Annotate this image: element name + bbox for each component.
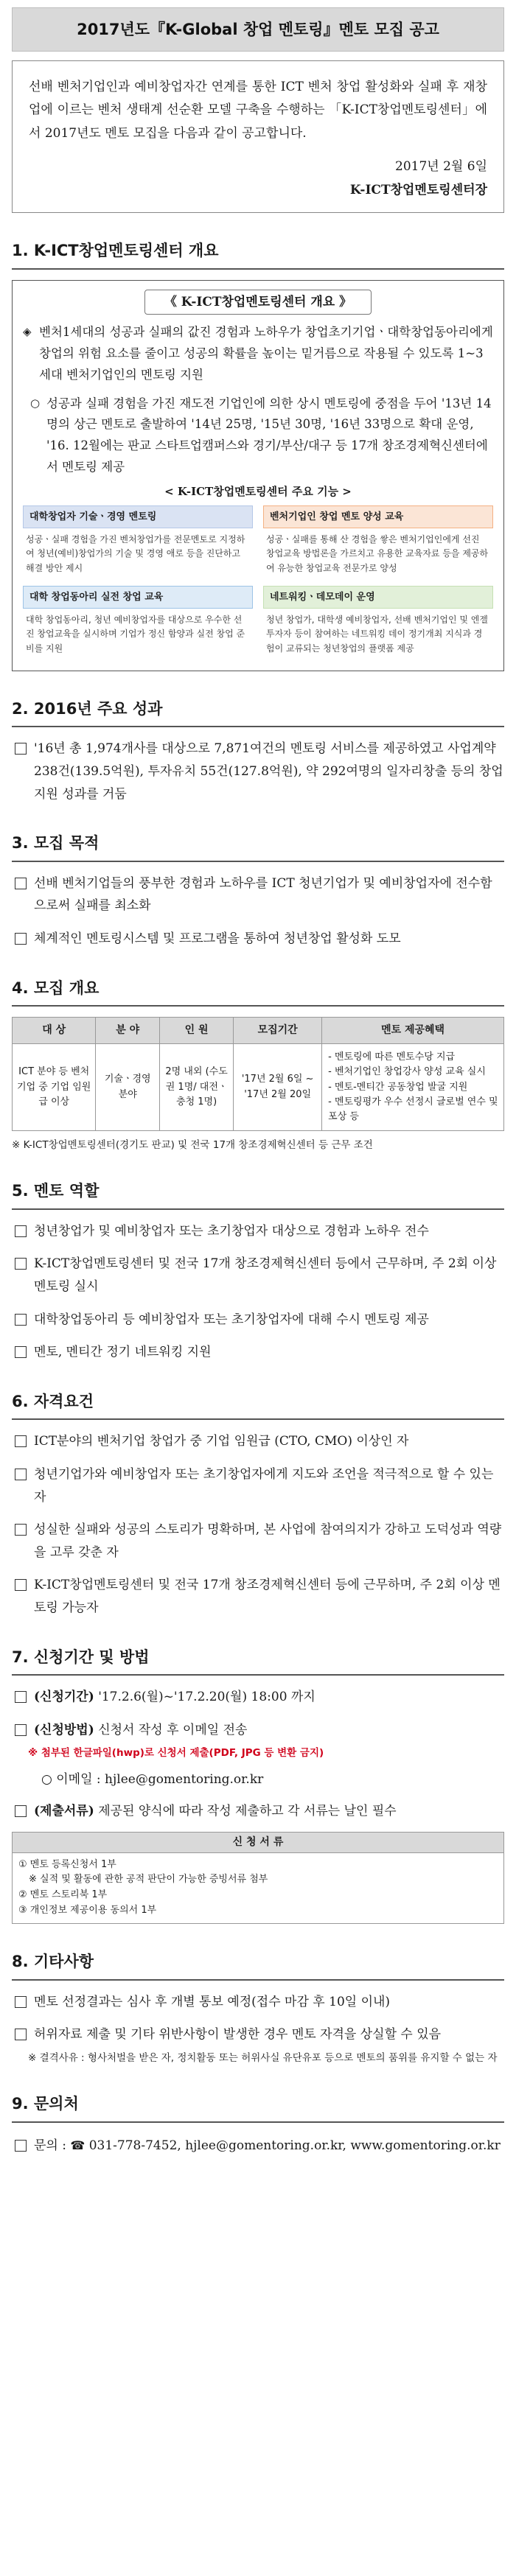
section-9-body <box>12 2135 504 2157</box>
cell-target: ICT 분야 등 벤처기업 중 기업 임원급 이상 <box>13 1044 96 1131</box>
section-heading-7: 7. 신청기간 및 방법 <box>12 1645 504 1676</box>
section-heading-5: 5. 멘토 역할 <box>12 1178 504 1210</box>
checkbox-bullet-icon <box>15 1225 27 1237</box>
overview-title: 《 K-ICT창업멘토링센터 개요 》 <box>144 290 372 315</box>
column-header: 멘토 제공혜택 <box>322 1018 504 1044</box>
cell-field: 기술ㆍ경영 분야 <box>96 1044 160 1131</box>
checkbox-bullet-icon <box>15 1996 27 2008</box>
table-note: ※ K-ICT창업멘토링센터(경기도 판교) 및 전국 17개 창조경제혁신센터 등 근무 조건 <box>12 1138 373 1151</box>
list-item: ICT분야의 벤처기업 창업가 중 기업 임원급 (CTO, CMO) 이상인 자 <box>12 1430 504 1453</box>
announcement-date: 2017년 2월 6일 <box>395 159 487 175</box>
roles-title: < K-ICT창업멘토링센터 주요 기능 > <box>164 485 352 498</box>
docs-item: ※ 실적 및 활동에 관한 공적 판단이 가능한 증빙서류 첨부 <box>29 1874 268 1886</box>
benefit-item: - 멘토-멘티간 공동창업 발굴 지원 <box>328 1081 468 1093</box>
table-row <box>13 1044 504 1131</box>
checkbox-bullet-icon <box>15 1805 27 1817</box>
docs-item: ③ 개인정보 제공이용 동의서 1부 <box>18 1905 157 1917</box>
method-text: 신청서 작성 후 이메일 전송 <box>98 1722 248 1737</box>
checkbox-bullet-icon <box>15 1724 27 1736</box>
checkbox-bullet-icon <box>15 2029 27 2040</box>
list-item: 체계적인 멘토링시스템 및 프로그램을 통하여 청년창업 활성화 도모 <box>12 928 504 951</box>
checkbox-bullet-icon <box>15 878 27 889</box>
role-heading: 대학 창업동아리 실전 창업 교육 <box>23 586 253 609</box>
method-warning: ※ 첨부된 한글파일(hwp)로 신청서 제출(PDF, JPG 등 변환 금지) <box>28 1747 324 1760</box>
list-item: 성실한 실패와 성공의 스토리가 명확하며, 본 사업에 참여의지가 강하고 도덕성과 역량을 고루 갖춘 자 <box>12 1519 504 1564</box>
column-header: 대 상 <box>13 1018 96 1044</box>
section-heading-4: 4. 모집 개요 <box>12 976 504 1007</box>
list-item <box>12 1686 504 1709</box>
docs-list <box>13 1852 504 1923</box>
circle-bullet-icon: ○ <box>30 396 41 410</box>
list-item: '16년 총 1,974개사를 대상으로 7,871여건의 멘토링 서비스를 제공하였고 사업계약 238건(139.5억원), 투자유치 55건(127.8억원), 약 292여명의 일자리창출 등의 창업지원 성과를 거둠 <box>12 738 504 805</box>
docs-item: ② 멘토 스토리북 1부 <box>18 1889 108 1901</box>
section-7-body <box>12 1686 504 1924</box>
list-item: 멘토 선정결과는 심사 후 개별 통보 예정(접수 마감 후 10일 이내) <box>12 1991 504 2014</box>
list-item: 청년창업가 및 예비창업자 또는 초기창업자 대상으로 경험과 노하우 전수 <box>12 1220 504 1243</box>
docs-text: 제공된 양식에 따라 작성 제출하고 각 서류는 날인 필수 <box>98 1804 397 1819</box>
checkbox-bullet-icon <box>15 1524 27 1536</box>
list-item: 허위자료 제출 및 기타 위반사항이 발생한 경우 멘토 자격을 상실할 수 있음 <box>12 2023 504 2046</box>
checkbox-bullet-icon <box>15 1691 27 1703</box>
list-item: 대학창업동아리 등 예비창업자 또는 초기창업자에 대해 수시 멘토링 제공 <box>12 1309 504 1331</box>
list-item: K-ICT창업멘토링센터 및 전국 17개 창조경제혁신센터 등에서 근무하며, 주 2회 이상 멘토링 실시 <box>12 1253 504 1298</box>
cell-count: 2명 내외 (수도권 1명/ 대전ㆍ충청 1명) <box>160 1044 234 1131</box>
section-1-body <box>12 280 504 671</box>
column-header: 모집기간 <box>234 1018 322 1044</box>
section-heading-1: 1. K-ICT창업멘토링센터 개요 <box>12 238 504 270</box>
intro-paragraph: 선배 벤처기업인과 예비창업자간 연계를 통한 ICT 벤처 창업 활성화와 실패 후 재창업에 이르는 벤처 생태계 선순환 모델 구축을 수행하는 「K-ICT창업멘토링센터」에서 2017년도 멘토 모집을 다음과 같이 공고합니다. <box>29 80 487 141</box>
list-item: 선배 벤처기업들의 풍부한 경험과 노하우를 ICT 청년기업가 및 예비창업자에 전수함으로써 실패를 최소화 <box>12 872 504 917</box>
list-item: 청년기업가와 예비창업자 또는 초기창업자에게 지도와 조언을 적극적으로 할 수 있는 자 <box>12 1463 504 1508</box>
overview-paragraph-1: ◈ 벤처1세대의 성공과 실패의 값진 경험과 노하우가 창업초기기업ㆍ대학창업동아리에게 창업의 위험 요소를 줄이고 성공의 확률을 높이는 밑거름으로 작용될 수 있도록 1~3세대 벤처기업인의 멘토링 지원 <box>23 322 493 386</box>
column-header: 분 야 <box>96 1018 160 1044</box>
disqualification-note: ※ 결격사유 : 형사처벌을 받은 자, 정치활동 또는 허위사실 유단유포 등으로 멘토의 품위를 유지할 수 없는 자 <box>28 2051 498 2064</box>
cell-period: '17년 2월 6일 ~ '17년 2월 20일 <box>234 1044 322 1131</box>
docs-item: ① 멘토 등록신청서 1부 <box>18 1858 116 1870</box>
method-label: (신청방법) <box>34 1722 94 1737</box>
page-title: 2017년도『K-Global 창업 멘토링』멘토 모집 공고 <box>12 7 504 52</box>
docs-table-header: 신 청 서 류 <box>13 1832 504 1852</box>
checkbox-bullet-icon <box>15 1314 27 1326</box>
list-item <box>12 1719 504 1742</box>
role-card <box>263 586 493 660</box>
contact-text[interactable]: 031-778-7452, hjlee@gomentoring.or.kr, www.gomentoring.or.kr <box>88 2138 501 2153</box>
role-description: 성공ㆍ실패 경험을 가진 벤처창업가를 전문멘토로 지정하여 청년(예비)창업가의 기술 및 경영 애로 등을 진단하고 해결 방안 제시 <box>26 534 245 573</box>
checkbox-bullet-icon <box>15 743 27 755</box>
column-header: 인 원 <box>160 1018 234 1044</box>
section-5-body <box>12 1220 504 1364</box>
docs-table <box>12 1832 504 1924</box>
role-description: 성공ㆍ실패를 통해 산 경험을 쌓은 벤처기업인에게 선진 창업교육 방법론을 가르치고 유용한 교육자료 등을 제공하여 유능한 창업교육 전문가로 양성 <box>266 534 489 573</box>
overview-paragraph-2: ○ 성공과 실패 경험을 가진 재도전 기업인에 의한 상시 멘토링에 중점을 두어 '13년 14명의 상근 멘토로 출발하여 '14년 25명, '15년 30명, '16년 33명으로 확대 운영, '16. 12월에는 판교 스타트업캠퍼스와 경기/부산/대구 등 17개 창조경제혁신센터에서 멘토링 제공 <box>23 393 493 479</box>
benefit-item: - 멘토링평가 우수 선정시 글로벌 연수 및 포상 등 <box>328 1096 498 1122</box>
period-label: (신청기간) <box>34 1690 94 1705</box>
role-card <box>23 505 253 580</box>
role-description: 청년 창업가, 대학생 예비창업자, 선배 벤처기업인 및 엔젤 투자자 등이 참여하는 네트워킹 데이 정기개최 지식과 경험이 교류되는 청년창업의 플랫폼 제공 <box>266 615 488 654</box>
benefit-item: - 멘토링에 따른 멘토수당 지급 <box>328 1051 456 1063</box>
role-card <box>23 586 253 660</box>
roles-grid <box>23 505 493 660</box>
checkbox-bullet-icon <box>15 1469 27 1480</box>
diamond-bullet-icon: ◈ <box>23 324 32 338</box>
section-heading-3: 3. 모집 목적 <box>12 830 504 862</box>
cell-benefits <box>322 1044 504 1131</box>
section-heading-6: 6. 자격요건 <box>12 1389 504 1421</box>
telephone-icon: ☎ <box>70 2138 86 2152</box>
email-line[interactable]: ○ 이메일 : hjlee@gomentoring.or.kr <box>41 1772 264 1788</box>
list-item: 멘토, 멘티간 정기 네트워킹 지원 <box>12 1341 504 1364</box>
section-6-body <box>12 1430 504 1619</box>
section-4-body <box>12 1017 504 1153</box>
role-card <box>263 505 493 580</box>
overview-box <box>12 280 504 671</box>
list-item: K-ICT창업멘토링센터 및 전국 17개 창조경제혁신센터 등에 근무하며, 주 2회 이상 멘토링 가능자 <box>12 1574 504 1619</box>
section-heading-8: 8. 기타사항 <box>12 1949 504 1981</box>
contact-label: 문의 : <box>34 2138 66 2153</box>
role-heading: 대학창업자 기술ㆍ경영 멘토링 <box>23 505 253 528</box>
checkbox-bullet-icon <box>15 1258 27 1270</box>
section-heading-9: 9. 문의처 <box>12 2091 504 2123</box>
checkbox-bullet-icon <box>15 1435 27 1447</box>
section-heading-2: 2. 2016년 주요 성과 <box>12 696 504 728</box>
role-description: 대학 창업동아리, 청년 예비창업자를 대상으로 우수한 선진 창업교육을 실시하며 기업가 정신 함양과 실전 창업 준비를 지원 <box>26 615 245 654</box>
announcement-org: K-ICT창업멘토링센터장 <box>349 182 487 197</box>
list-item <box>12 1800 504 1823</box>
checkbox-bullet-icon <box>15 1579 27 1591</box>
checkbox-bullet-icon <box>15 933 27 945</box>
role-heading: 네트워킹ㆍ데모데이 운영 <box>263 586 493 609</box>
table-header-row <box>13 1018 504 1044</box>
contact-item <box>12 2135 504 2157</box>
docs-label: (제출서류) <box>34 1804 94 1819</box>
checkbox-bullet-icon <box>15 2140 27 2152</box>
intro-box <box>12 60 504 213</box>
section-3-body <box>12 872 504 951</box>
section-8-body <box>12 1991 504 2067</box>
checkbox-bullet-icon <box>15 1346 27 1358</box>
section-2-body <box>12 738 504 805</box>
recruit-table <box>12 1017 504 1131</box>
role-heading: 벤처기업인 창업 멘토 양성 교육 <box>263 505 493 528</box>
benefit-item: - 벤처기업인 창업강사 양성 교육 실시 <box>328 1066 486 1078</box>
period-text: '17.2.6(월)~'17.2.20(월) 18:00 까지 <box>98 1690 315 1705</box>
